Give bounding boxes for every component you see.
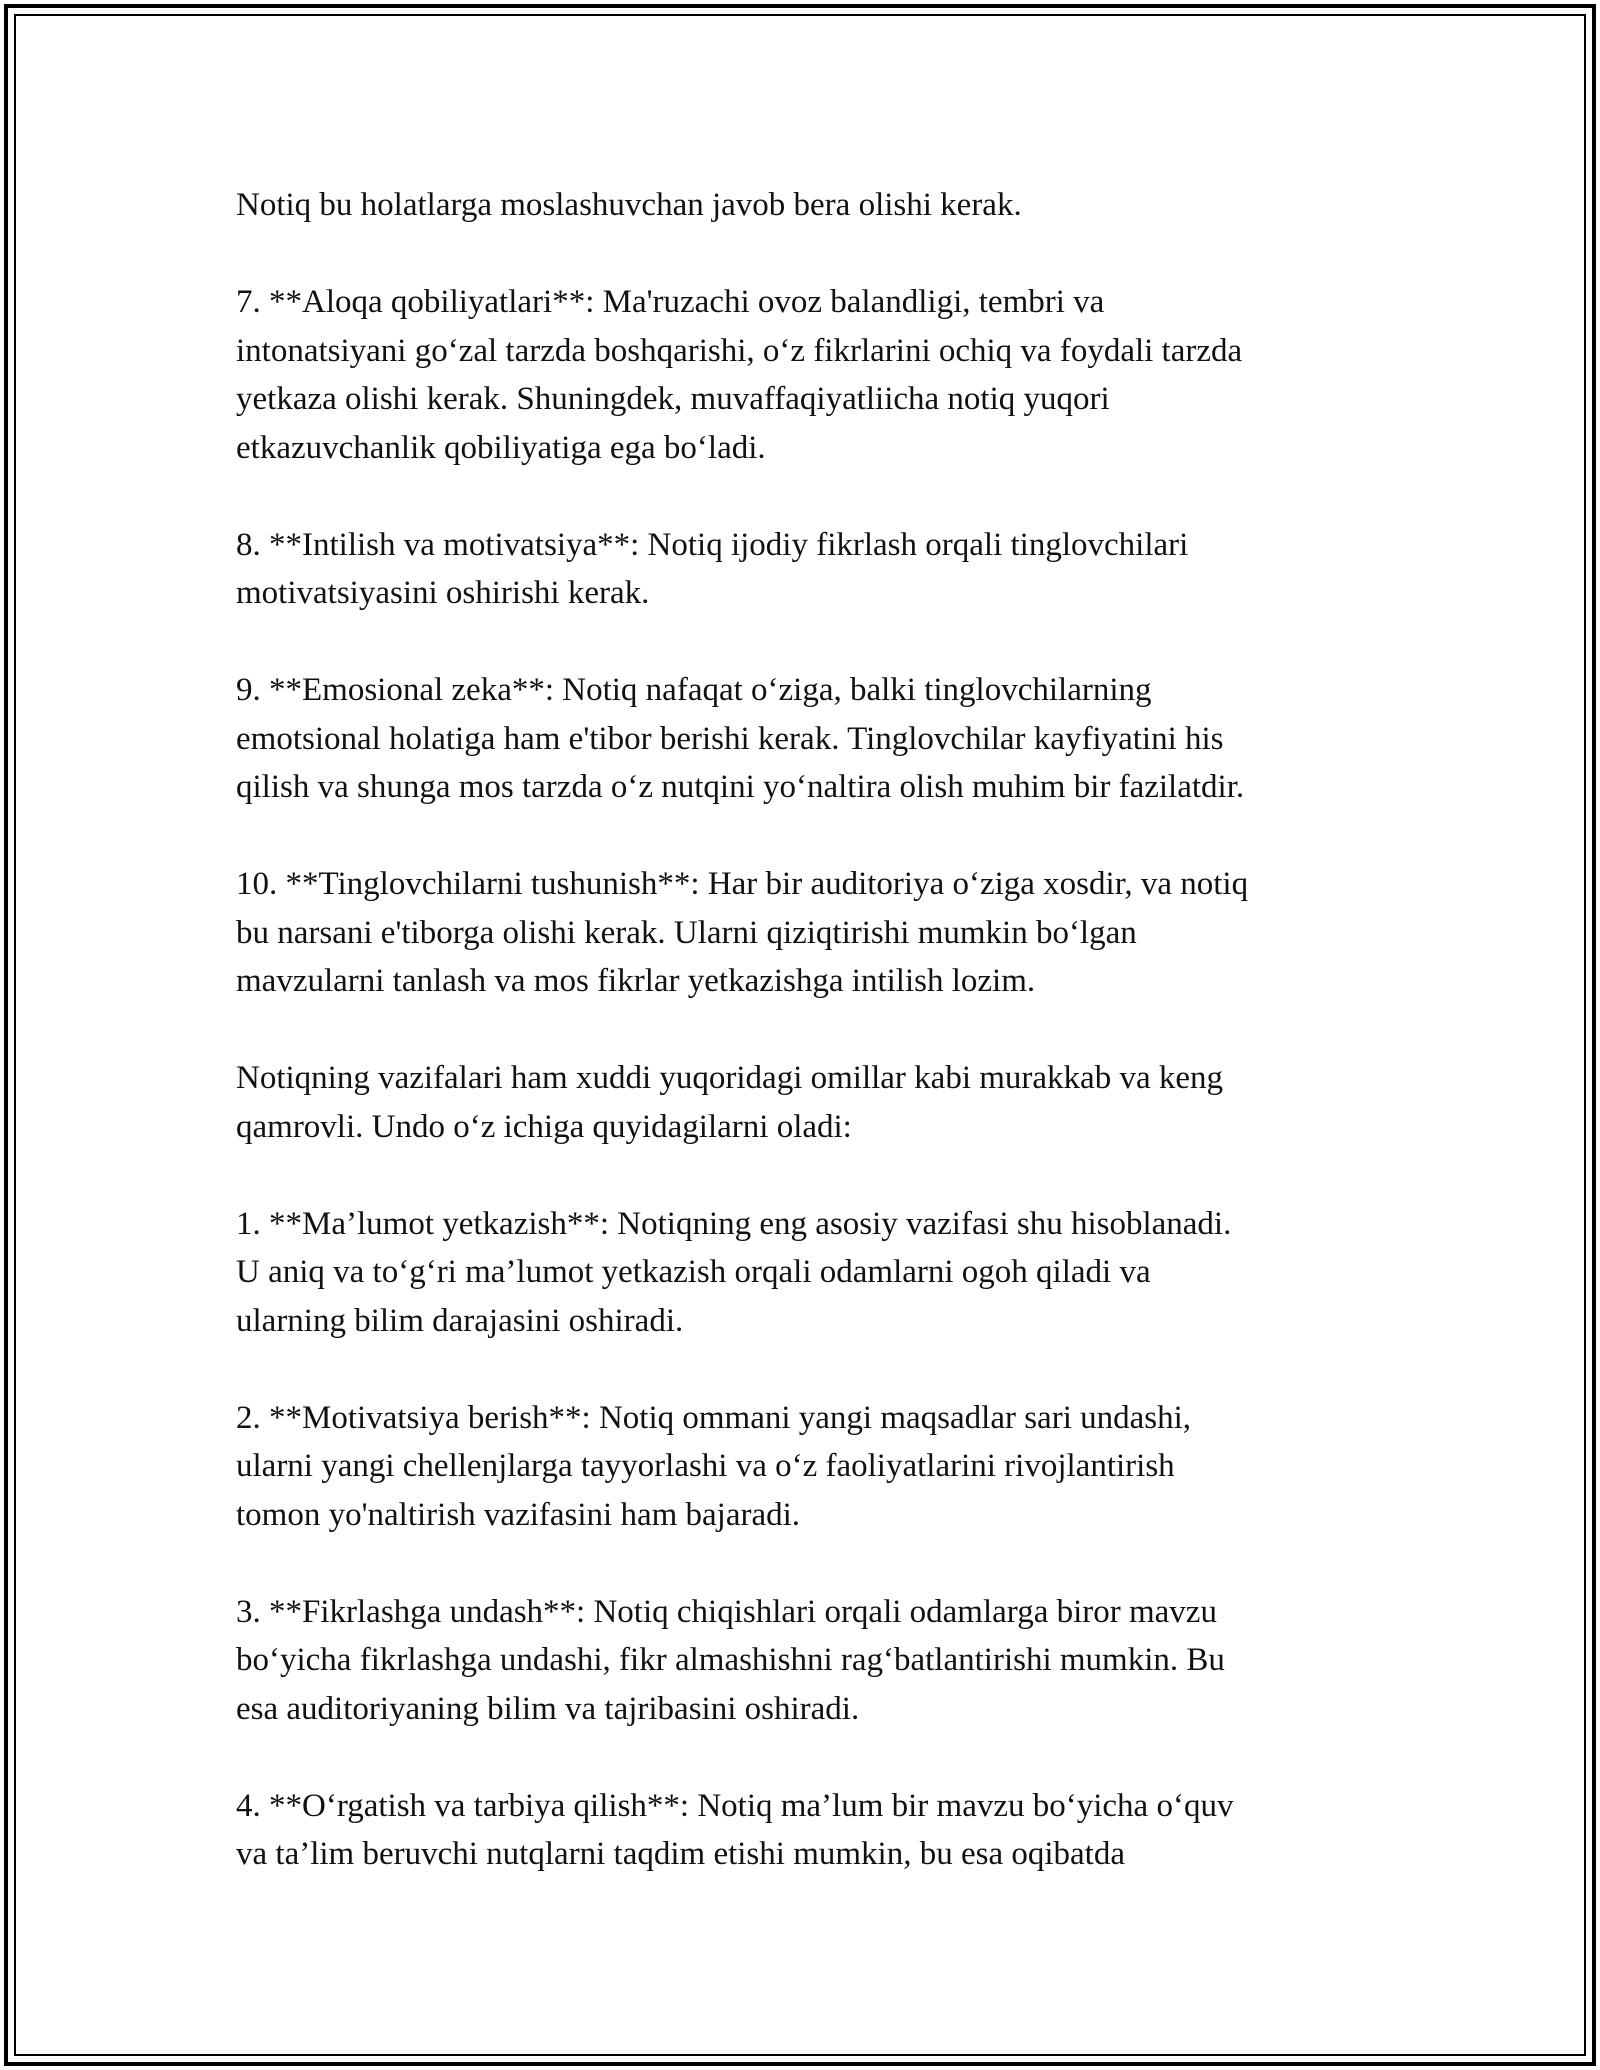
- paragraph-understanding-audience: [236, 860, 1396, 1006]
- text-line: Notiqning vazifalari ham xuddi yuqoridagi omillar kabi murakkab va keng: [236, 1060, 1223, 1096]
- text-line: bu narsani e'tiborga olishi kerak. Ularni qiziqtirishi mumkin bo‘lgan: [236, 914, 1137, 951]
- text-line: qilish va shunga mos tarzda o‘z nutqini yo‘naltira olish muhim bir fazilatdir.: [236, 769, 1245, 805]
- text-line: etkazuvchanlik qobiliyatiga ega bo‘ladi.: [236, 429, 766, 466]
- text-line: esa auditoriyaning bilim va tajribasini oshiradi.: [236, 1690, 860, 1727]
- document-body: [236, 181, 1396, 1879]
- paragraph-duties-intro: [236, 1054, 1396, 1151]
- text-line: emotsional holatiga ham e'tibor berishi kerak. Tinglovchilar kayfiyatini his: [236, 720, 1224, 757]
- text-line: tomon yo'naltirish vazifasini ham bajaradi.: [236, 1496, 801, 1533]
- text-line: 8. **Intilish va motivatsiya**: Notiq ijodiy fikrlash orqali tinglovchilari: [236, 526, 1189, 563]
- paragraph-communication-skills: [236, 278, 1396, 472]
- text-line: 2. **Motivatsiya berish**: Notiq ommani yangi maqsadlar sari undashi,: [236, 1399, 1192, 1436]
- paragraph-teaching: [236, 1782, 1396, 1879]
- text-line: bo‘yicha fikrlashga undashi, fikr almashishni rag‘batlantirishi mumkin. Bu: [236, 1642, 1225, 1678]
- text-line: 9. **Emosional zeka**: Notiq nafaqat o‘ziga, balki tinglovchilarning: [236, 672, 1152, 708]
- text-line: qamrovli. Undo o‘z ichiga quyidagilarni oladi:: [236, 1108, 852, 1145]
- paragraph-adaptability: [236, 181, 1396, 230]
- text-line: motivatsiyasini oshirishi kerak.: [236, 575, 650, 611]
- text-line: 10. **Tinglovchilarni tushunish**: Har bir auditoriya o‘ziga xosdir, va notiq: [236, 866, 1249, 902]
- paragraph-motivation: [236, 521, 1396, 618]
- text-line: Notiq bu holatlarga moslashuvchan javob bera olishi kerak.: [236, 187, 1022, 223]
- paragraph-information-delivery: [236, 1200, 1396, 1346]
- text-line: 3. **Fikrlashga undash**: Notiq chiqishlari orqali odamlarga biror mavzu: [236, 1593, 1217, 1630]
- text-line: mavzularni tanlash va mos fikrlar yetkazishga intilish lozim.: [236, 963, 1036, 999]
- text-line: 4. **O‘rgatish va tarbiya qilish**: Notiq ma’lum bir mavzu bo‘yicha o‘quv: [236, 1787, 1234, 1824]
- text-line: yetkaza olishi kerak. Shuningdek, muvaffaqiyatliicha notiq yuqori: [236, 381, 1110, 417]
- text-line: va ta’lim beruvchi nutqlarni taqdim etishi mumkin, bu esa oqibatda: [236, 1836, 1125, 1872]
- text-line: U aniq va to‘g‘ri ma’lumot yetkazish orqali odamlarni ogoh qiladi va: [236, 1254, 1151, 1290]
- text-line: 1. **Ma’lumot yetkazish**: Notiqning eng asosiy vazifasi shu hisoblanadi.: [236, 1205, 1232, 1242]
- text-line: ularni yangi chellenjlarga tayyorlashi va o‘z faoliyatlarini rivojlantirish: [236, 1448, 1175, 1484]
- paragraph-giving-motivation: [236, 1394, 1396, 1540]
- paragraph-emotional-intelligence: [236, 666, 1396, 812]
- text-line: ularning bilim darajasini oshiradi.: [236, 1302, 684, 1339]
- paragraph-encouraging-thinking: [236, 1588, 1396, 1734]
- text-line: 7. **Aloqa qobiliyatlari**: Ma'ruzachi ovoz balandligi, tembri va: [236, 284, 1105, 320]
- text-line: intonatsiyani go‘zal tarzda boshqarishi, o‘z fikrlarini ochiq va foydali tarzda: [236, 332, 1243, 369]
